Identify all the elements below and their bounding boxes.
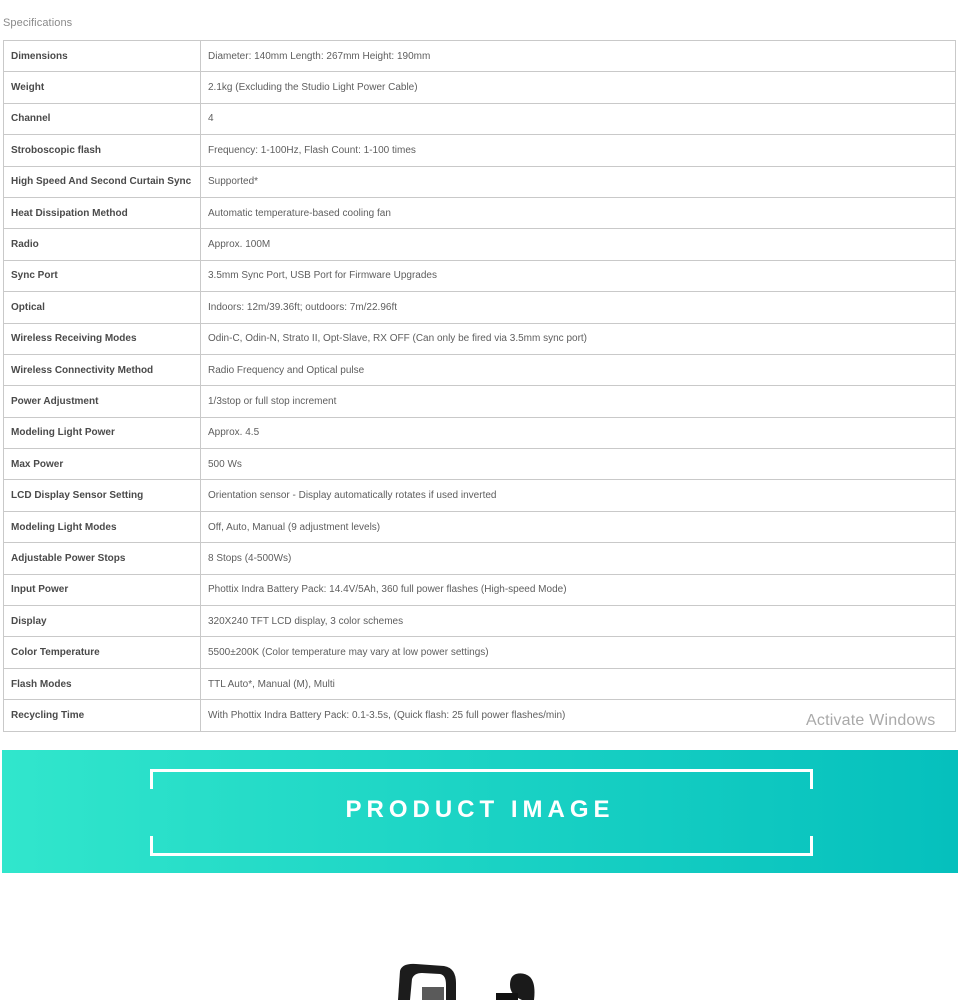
spec-value: 5500±200K (Color temperature may vary at low power settings) — [201, 637, 956, 668]
spec-row — [4, 668, 956, 699]
spec-label: Sync Port — [4, 260, 201, 291]
spec-value: 8 Stops (4-500Ws) — [201, 543, 956, 574]
spec-row — [4, 606, 956, 637]
spec-label: Weight — [4, 72, 201, 103]
studio-flash-product-image — [370, 955, 610, 1000]
spec-value: Diameter: 140mm Length: 267mm Height: 190mm — [201, 41, 956, 72]
spec-label: Wireless Connectivity Method — [4, 354, 201, 385]
spec-row — [4, 229, 956, 260]
spec-row — [4, 637, 956, 668]
activate-windows-watermark: Activate Windows — [806, 712, 936, 729]
spec-label: Radio — [4, 229, 201, 260]
spec-value: Approx. 4.5 — [201, 417, 956, 448]
spec-value: TTL Auto*, Manual (M), Multi — [201, 668, 956, 699]
spec-value: With Phottix Indra Battery Pack: 0.1-3.5s, (Quick flash: 25 full power flashes/min) — [201, 700, 956, 731]
spec-label: Adjustable Power Stops — [4, 543, 201, 574]
spec-row — [4, 354, 956, 385]
spec-value: Off, Auto, Manual (9 adjustment levels) — [201, 511, 956, 542]
product-image-banner — [2, 750, 958, 873]
spec-value: 3.5mm Sync Port, USB Port for Firmware Upgrades — [201, 260, 956, 291]
spec-value: Odin-C, Odin-N, Strato II, Opt-Slave, RX OFF (Can only be fired via 3.5mm sync port) — [201, 323, 956, 354]
spec-row — [4, 511, 956, 542]
spec-value: Frequency: 1-100Hz, Flash Count: 1-100 times — [201, 135, 956, 166]
spec-value: 320X240 TFT LCD display, 3 color schemes — [201, 606, 956, 637]
banner-title: PRODUCT IMAGE — [345, 796, 615, 823]
banner-frame-bottom — [150, 836, 813, 856]
spec-label: Max Power — [4, 449, 201, 480]
spec-label: Flash Modes — [4, 668, 201, 699]
spec-label: Heat Dissipation Method — [4, 197, 201, 228]
spec-row — [4, 72, 956, 103]
spec-value: Supported* — [201, 166, 956, 197]
spec-label: Optical — [4, 292, 201, 323]
spec-value: Phottix Indra Battery Pack: 14.4V/5Ah, 360 full power flashes (High-speed Mode) — [201, 574, 956, 605]
specifications-table-body — [4, 41, 956, 732]
spec-value: 2.1kg (Excluding the Studio Light Power Cable) — [201, 72, 956, 103]
spec-label: Modeling Light Modes — [4, 511, 201, 542]
spec-label: LCD Display Sensor Setting — [4, 480, 201, 511]
spec-row — [4, 386, 956, 417]
spec-row — [4, 417, 956, 448]
spec-label: Wireless Receiving Modes — [4, 323, 201, 354]
spec-label: Recycling Time — [4, 700, 201, 731]
spec-label: Modeling Light Power — [4, 417, 201, 448]
spec-value: 500 Ws — [201, 449, 956, 480]
spec-value: Indoors: 12m/39.36ft; outdoors: 7m/22.96ft — [201, 292, 956, 323]
spec-row — [4, 166, 956, 197]
spec-row — [4, 103, 956, 134]
specifications-table — [3, 40, 956, 732]
spec-row — [4, 197, 956, 228]
spec-label: Channel — [4, 103, 201, 134]
spec-row — [4, 574, 956, 605]
section-title: Specifications — [3, 17, 73, 29]
spec-label: Color Temperature — [4, 637, 201, 668]
spec-row — [4, 41, 956, 72]
spec-value: Approx. 100M — [201, 229, 956, 260]
spec-value: Orientation sensor - Display automatically rotates if used inverted — [201, 480, 956, 511]
spec-label: Display — [4, 606, 201, 637]
spec-row — [4, 260, 956, 291]
spec-value: 4 — [201, 103, 956, 134]
spec-label: Dimensions — [4, 41, 201, 72]
spec-row — [4, 449, 956, 480]
spec-row — [4, 292, 956, 323]
spec-row — [4, 135, 956, 166]
banner-frame-top — [150, 769, 813, 789]
spec-label: High Speed And Second Curtain Sync — [4, 166, 201, 197]
spec-value: Radio Frequency and Optical pulse — [201, 354, 956, 385]
spec-label: Power Adjustment — [4, 386, 201, 417]
spec-value: 1/3stop or full stop increment — [201, 386, 956, 417]
spec-row — [4, 323, 956, 354]
spec-row — [4, 480, 956, 511]
spec-label: Stroboscopic flash — [4, 135, 201, 166]
spec-value: Automatic temperature-based cooling fan — [201, 197, 956, 228]
spec-label: Input Power — [4, 574, 201, 605]
spec-row — [4, 543, 956, 574]
